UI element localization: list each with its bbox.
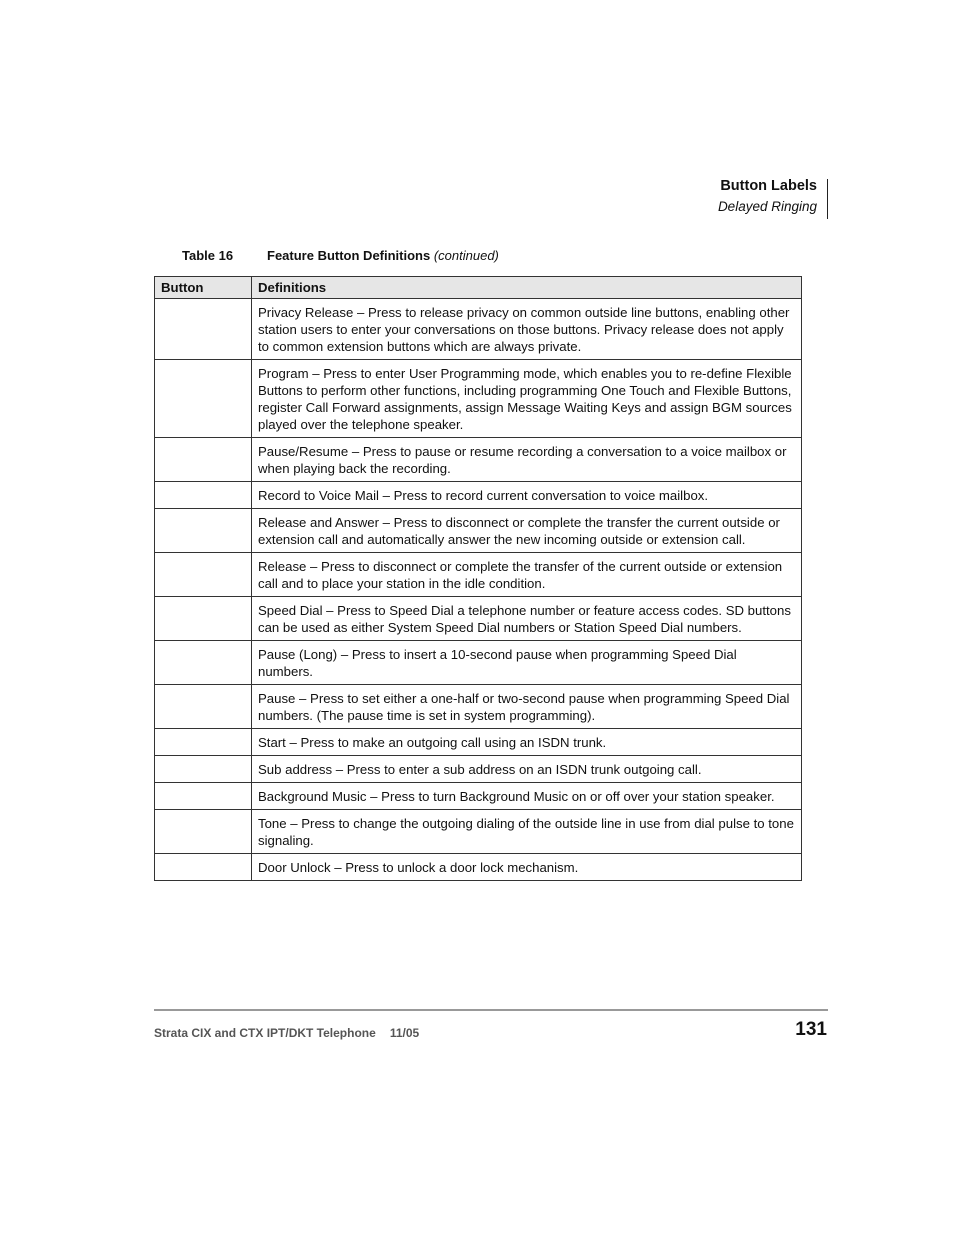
table-row bbox=[155, 756, 802, 783]
table-row bbox=[155, 641, 802, 685]
table-row bbox=[155, 360, 802, 438]
running-header bbox=[718, 176, 817, 218]
definition-cell: Sub address – Press to enter a sub address on an ISDN trunk outgoing call. bbox=[252, 756, 802, 783]
button-cell bbox=[155, 482, 252, 509]
definition-cell: Release and Answer – Press to disconnect or complete the transfer the current outside or extension call and automatically answer the new incoming outside or extension call. bbox=[252, 509, 802, 553]
table-row bbox=[155, 509, 802, 553]
feature-button-table bbox=[154, 276, 802, 881]
table-row bbox=[155, 854, 802, 881]
table-row bbox=[155, 810, 802, 854]
column-header-definitions: Definitions bbox=[252, 277, 802, 299]
caption-note: (continued) bbox=[433, 248, 499, 263]
header-subtitle: Delayed Ringing bbox=[717, 199, 817, 214]
button-cell bbox=[155, 597, 252, 641]
definition-cell: Door Unlock – Press to unlock a door lock mechanism. bbox=[252, 854, 802, 881]
footer-rule bbox=[154, 1009, 828, 1011]
table-row bbox=[155, 299, 802, 360]
button-cell bbox=[155, 509, 252, 553]
table-row bbox=[155, 597, 802, 641]
button-cell bbox=[155, 299, 252, 360]
definition-cell: Program – Press to enter User Programming mode, which enables you to re-define Flexible Buttons to perform other functions, including programming One Touch and Flexible Buttons, register Call Forward assignments, assign Message Waiting Keys and assign BGM sources played over the telephone speaker. bbox=[252, 360, 802, 438]
table-row bbox=[155, 685, 802, 729]
table-row bbox=[155, 783, 802, 810]
definition-cell: Pause/Resume – Press to pause or resume recording a conversation to a voice mailbox or when playing back the recording. bbox=[252, 438, 802, 482]
caption-label: Table 16 bbox=[182, 248, 234, 263]
button-cell bbox=[155, 729, 252, 756]
column-header-button: Button bbox=[155, 277, 252, 299]
button-cell bbox=[155, 810, 252, 854]
footer-product: Strata CIX and CTX IPT/DKT Telephone bbox=[154, 1026, 376, 1040]
table-caption bbox=[182, 248, 499, 264]
footer-date: 11/05 bbox=[389, 1026, 420, 1040]
table-header-row bbox=[155, 277, 802, 299]
button-cell bbox=[155, 438, 252, 482]
definition-cell: Pause (Long) – Press to insert a 10-second pause when programming Speed Dial numbers. bbox=[252, 641, 802, 685]
table-row bbox=[155, 482, 802, 509]
table-row bbox=[155, 438, 802, 482]
definition-cell: Release – Press to disconnect or complete the transfer of the current outside or extension call and to place your station in the idle condition. bbox=[252, 553, 802, 597]
definition-cell: Start – Press to make an outgoing call using an ISDN trunk. bbox=[252, 729, 802, 756]
button-cell bbox=[155, 360, 252, 438]
definition-cell: Pause – Press to set either a one-half or two-second pause when programming Speed Dial numbers. (The pause time is set in system programming). bbox=[252, 685, 802, 729]
table-row bbox=[155, 729, 802, 756]
page-number: 131 bbox=[795, 1019, 827, 1040]
button-cell bbox=[155, 756, 252, 783]
table-row bbox=[155, 553, 802, 597]
footer-text bbox=[154, 1026, 419, 1040]
definition-cell: Speed Dial – Press to Speed Dial a telephone number or feature access codes. SD buttons can be used as either System Speed Dial numbers or Station Speed Dial numbers. bbox=[252, 597, 802, 641]
header-rule bbox=[827, 179, 828, 219]
definition-cell: Tone – Press to change the outgoing dialing of the outside line in use from dial pulse to tone signaling. bbox=[252, 810, 802, 854]
button-cell bbox=[155, 854, 252, 881]
definition-cell: Background Music – Press to turn Background Music on or off over your station speaker. bbox=[252, 783, 802, 810]
button-cell bbox=[155, 553, 252, 597]
button-cell bbox=[155, 685, 252, 729]
definition-cell: Privacy Release – Press to release privacy on common outside line buttons, enabling other station users to enter your conversations on those buttons. Privacy release does not apply to common extension buttons which are always private. bbox=[252, 299, 802, 360]
definition-cell: Record to Voice Mail – Press to record current conversation to voice mailbox. bbox=[252, 482, 802, 509]
button-cell bbox=[155, 783, 252, 810]
caption-title: Feature Button Definitions bbox=[267, 248, 431, 263]
button-cell bbox=[155, 641, 252, 685]
header-title: Button Labels bbox=[720, 178, 817, 194]
